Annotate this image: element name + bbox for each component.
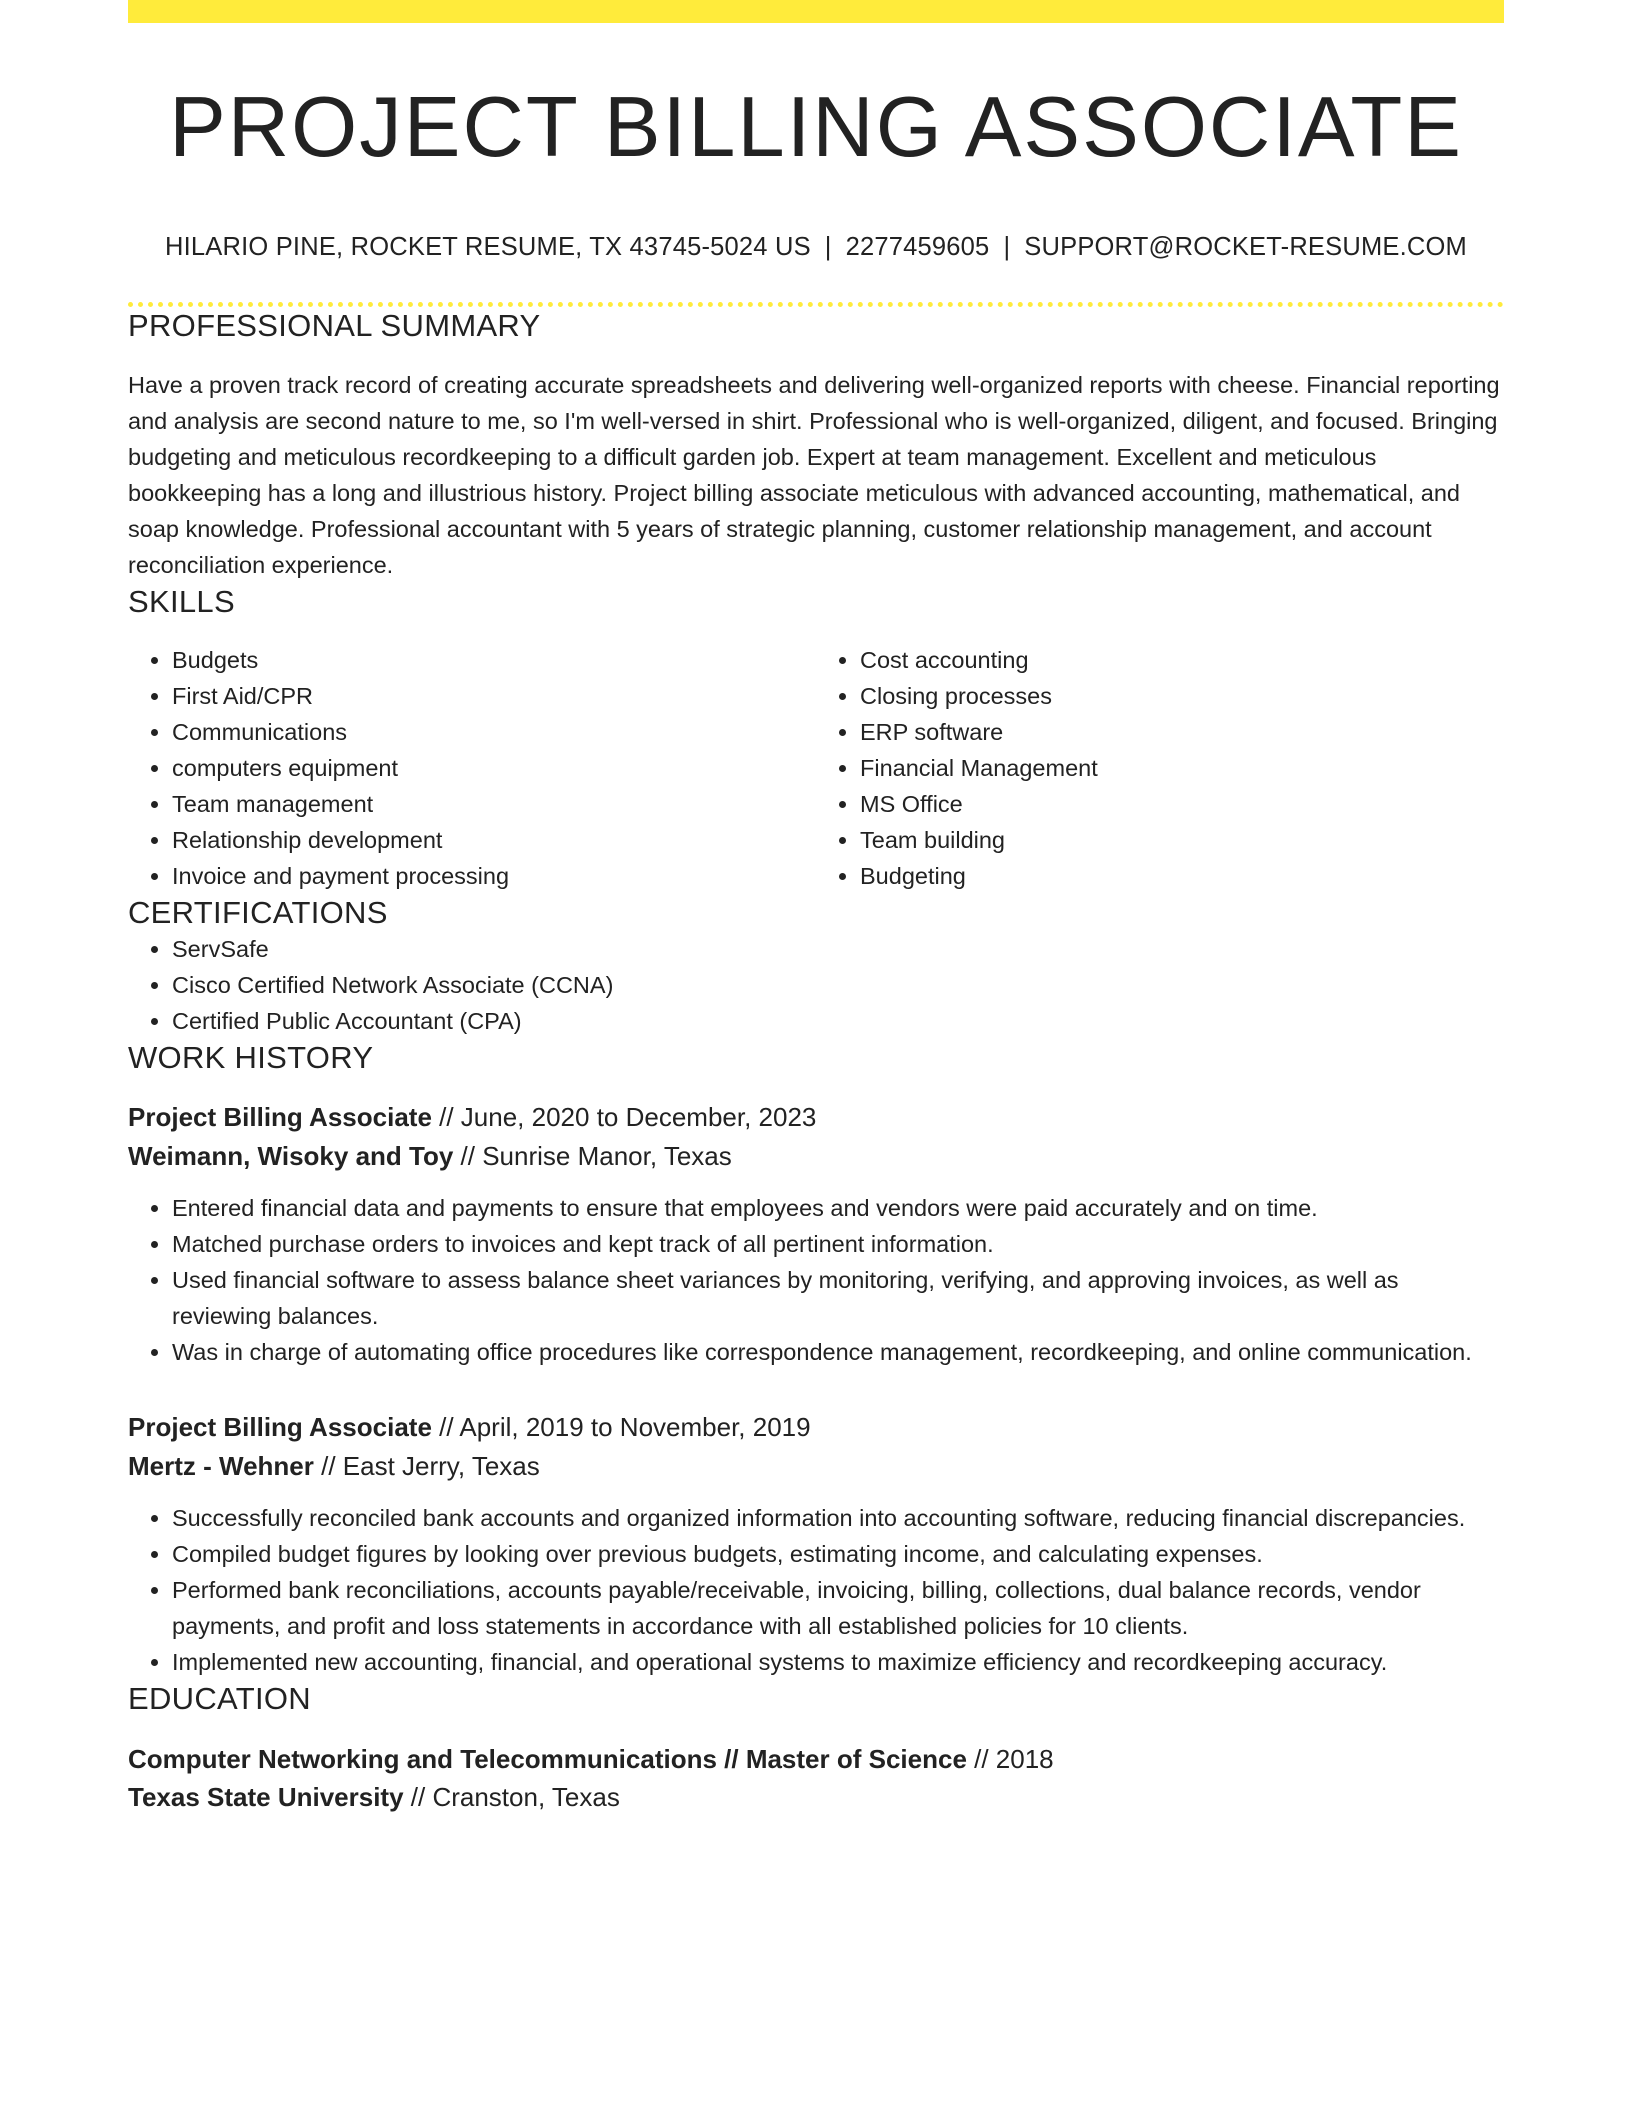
summary-heading: PROFESSIONAL SUMMARY	[128, 307, 541, 343]
certification-item: • ServSafe	[172, 931, 1504, 967]
work-history-heading: WORK HISTORY	[128, 1040, 374, 1076]
job-bullet: • Performed bank reconciliations, accounts payable/receivable, invoicing, billing, collections, dual balance records, vendor payments, and profit and loss statements in accordance with all established policies for 10 clients.	[172, 1572, 1504, 1644]
contact-phone: 2277459605	[845, 233, 990, 261]
skill-item: • Budgeting	[860, 858, 1504, 894]
certification-item: • Certified Public Accountant (CPA)	[172, 1003, 1504, 1039]
education-entry	[128, 1740, 1504, 1816]
education-heading: EDUCATION	[128, 1681, 311, 1717]
job-bullet: • Successfully reconciled bank accounts and organized information into accounting software, reducing financial discrepancies.	[172, 1500, 1504, 1536]
education-school-line	[128, 1778, 1504, 1816]
skill-item: • Invoice and payment processing	[172, 858, 816, 894]
skill-item: • First Aid/CPR	[172, 678, 816, 714]
job-bullet: • Matched purchase orders to invoices and kept track of all pertinent information.	[172, 1226, 1504, 1262]
job-bullet: • Used financial software to assess balance sheet variances by monitoring, verifying, and approving invoices, as well as reviewing balances.	[172, 1262, 1504, 1334]
skills-heading: SKILLS	[128, 583, 235, 619]
skills-right-column	[816, 642, 1504, 894]
job-bullet: • Was in charge of automating office procedures like correspondence management, recordkeeping, and online communication.	[172, 1334, 1504, 1370]
skills-list	[128, 642, 1504, 894]
job-bullet: • Implemented new accounting, financial, and operational systems to maximize efficiency and recordkeeping accuracy.	[172, 1644, 1504, 1680]
job-entry	[128, 1098, 1504, 1370]
education-degree-line	[128, 1740, 1504, 1778]
skill-item: • computers equipment	[172, 750, 816, 786]
contact-separator: |	[1003, 233, 1011, 261]
job-company-line	[128, 1447, 1504, 1486]
skill-item: • MS Office	[860, 786, 1504, 822]
job-entry	[128, 1408, 1504, 1680]
skill-item: • Budgets	[172, 642, 816, 678]
education-school: Texas State University	[128, 1781, 404, 1812]
skill-item: • Financial Management	[860, 750, 1504, 786]
skill-item: • ERP software	[860, 714, 1504, 750]
job-company-line	[128, 1137, 1504, 1176]
job-dates: // June, 2020 to December, 2023	[431, 1102, 817, 1133]
contact-separator: |	[824, 233, 832, 261]
job-company: Mertz - Wehner	[128, 1451, 314, 1482]
education-degree: Computer Networking and Telecommunications // Master of Science	[128, 1743, 967, 1774]
skill-item: • Communications	[172, 714, 816, 750]
contact-email: SUPPORT@ROCKET-RESUME.COM	[1024, 233, 1467, 261]
education-year: // 2018	[966, 1743, 1054, 1774]
certification-item: • Cisco Certified Network Associate (CCNA)	[172, 967, 1504, 1003]
job-company: Weimann, Wisoky and Toy	[128, 1141, 454, 1172]
job-role: Project Billing Associate	[128, 1412, 432, 1443]
skill-item: • Cost accounting	[860, 642, 1504, 678]
job-role-line	[128, 1098, 1504, 1137]
job-location: // Sunrise Manor, Texas	[453, 1141, 732, 1172]
skills-left-column	[128, 642, 816, 894]
skill-item: • Team building	[860, 822, 1504, 858]
contact-line	[128, 232, 1504, 263]
contact-address: HILARIO PINE, ROCKET RESUME, TX 43745-5024 US	[165, 233, 811, 261]
skill-item: • Team management	[172, 786, 816, 822]
job-bullets	[128, 1190, 1504, 1370]
resume-title: PROJECT BILLING ASSOCIATE	[169, 80, 1463, 175]
accent-top-bar	[128, 0, 1504, 23]
skill-item: • Closing processes	[860, 678, 1504, 714]
job-role: Project Billing Associate	[128, 1102, 432, 1133]
job-bullet: • Entered financial data and payments to ensure that employees and vendors were paid accurately and on time.	[172, 1190, 1504, 1226]
job-bullets	[128, 1500, 1504, 1680]
skill-item: • Relationship development	[172, 822, 816, 858]
job-dates: // April, 2019 to November, 2019	[431, 1412, 811, 1443]
job-location: // East Jerry, Texas	[313, 1451, 540, 1482]
education-location: // Cranston, Texas	[403, 1781, 620, 1812]
summary-text: Have a proven track record of creating accurate spreadsheets and delivering well-organized reports with cheese. Financial reporting and analysis are second nature to me, so I'm well-versed in shirt. Professional who is well-organized, diligent, and focused. Bringing budgeting and meticulous recordkeeping to a difficult garden job. Expert at team management. Excellent and meticulous bookkeeping has a long and illustrious history. Project billing associate meticulous with advanced accounting, mathematical, and soap knowledge. Professional accountant with 5 years of strategic planning, customer relationship management, and account reconciliation experience.	[128, 371, 1500, 578]
job-bullet: • Compiled budget figures by looking over previous budgets, estimating income, and calculating expenses.	[172, 1536, 1504, 1572]
certifications-heading: CERTIFICATIONS	[128, 894, 388, 930]
certifications-list	[128, 931, 1504, 1039]
job-role-line	[128, 1408, 1504, 1447]
